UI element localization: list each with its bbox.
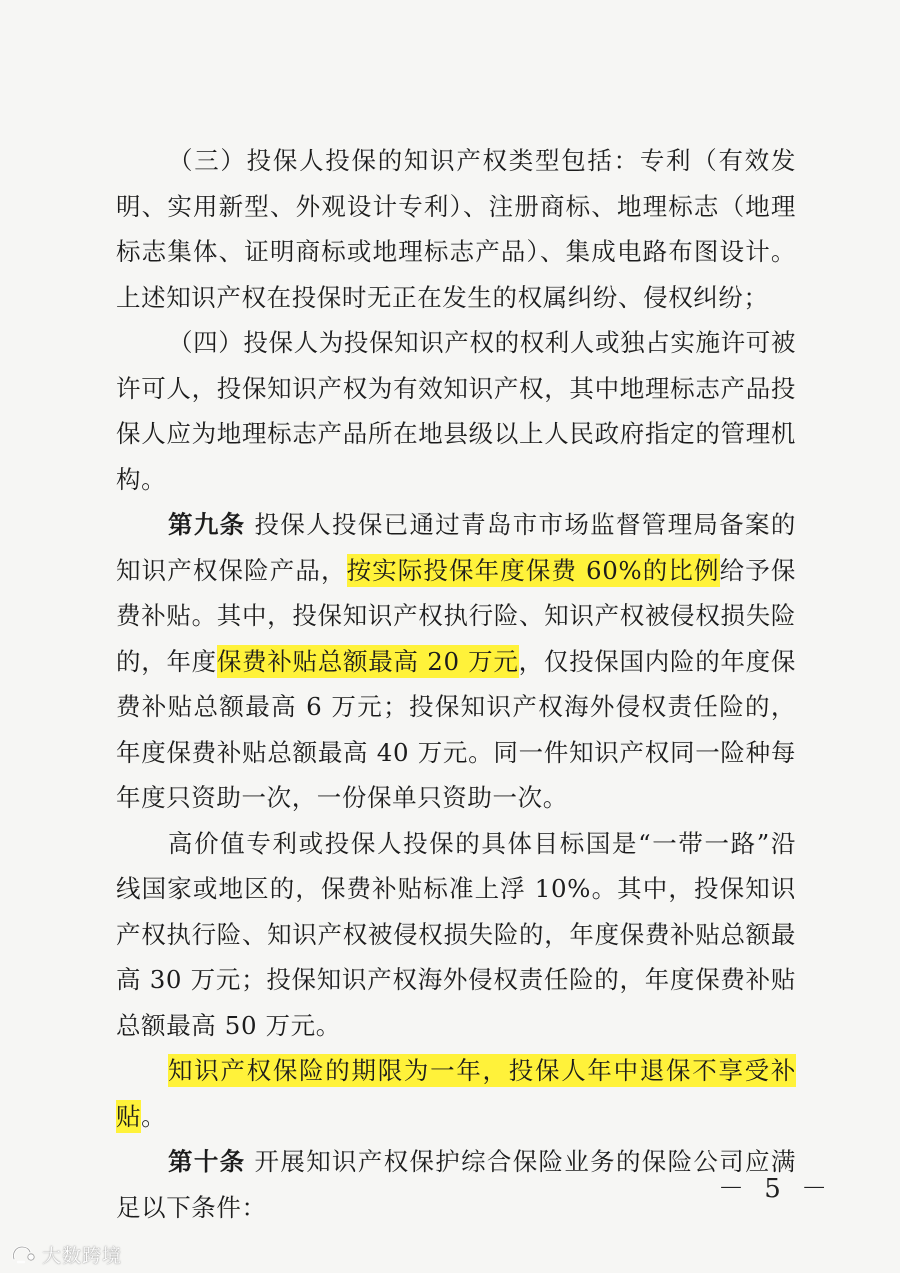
highlighted-text: 按实际投保年度保费 60%的比例 xyxy=(346,555,720,585)
paragraph-text: （三）投保人投保的知识产权类型包括：专利（有效发明、实用新型、外观设计专利）、注册商标、地理标志（地理标志集体、证明商标或地理标志产品）、集成电路布图设计。上述知识产权在投保时无正在发生的权属纠纷、侵权纠纷； xyxy=(116,146,796,312)
paragraph-high-value xyxy=(116,821,796,1049)
logo-mark-icon xyxy=(10,1243,36,1265)
highlighted-text: 知识产权保险的期限为一年，投保人年中退保不享受补贴 xyxy=(116,1056,796,1131)
paragraph-text: 开展知识产权保护综合保险业务的保险公司应满足以下条件： xyxy=(116,1147,796,1222)
paragraph-item-3 xyxy=(116,138,796,320)
watermark xyxy=(10,1240,122,1268)
paragraph-term xyxy=(116,1048,796,1139)
watermark-text: 大数跨境 xyxy=(42,1244,123,1267)
paragraph-text: 高价值专利或投保人投保的具体目标国是“一带一路”沿线国家或地区的，保费补贴标准上浮 10%。其中，投保知识产权执行险、知识产权被侵权损失险的，年度保费补贴总额最高 30 万元；投保知识产权海外侵权责任险的，年度保费补贴总额最高 50 万元。 xyxy=(116,828,796,1040)
paragraph-text: （四）投保人为投保知识产权的权利人或独占实施许可被许可人，投保知识产权为有效知识产权，其中地理标志产品投保人应为地理标志产品所在地县级以上人民政府指定的管理机构。 xyxy=(116,328,796,494)
article-heading: 第十条 xyxy=(168,1147,246,1176)
paragraph-article-10 xyxy=(116,1139,796,1230)
paragraph-article-9 xyxy=(116,502,796,821)
document-body xyxy=(116,138,796,1230)
paragraph-item-4 xyxy=(116,320,796,502)
highlighted-text: 保费补贴总额最高 20 万元 xyxy=(216,646,519,676)
paragraph-text: ，仅投保国内险的年度保费补贴总额最高 6 万元；投保知识产权海外侵权责任险的，年度保费补贴总额最高 40 万元。同一件知识产权同一险种每年度只资助一次，一份保单只资助一次。 xyxy=(116,646,796,812)
paragraph-text: 给予保费补贴。其中，投保知识产权执行险、知识产权被侵权损失险的，年度 xyxy=(116,555,796,676)
page-number: － 5 － xyxy=(718,1174,834,1204)
paragraph-text: 。 xyxy=(141,1101,167,1131)
paragraph-text: 投保人投保已通过青岛市市场监督管理局备案的知识产权保险产品， xyxy=(116,510,796,585)
article-heading: 第九条 xyxy=(168,510,246,539)
